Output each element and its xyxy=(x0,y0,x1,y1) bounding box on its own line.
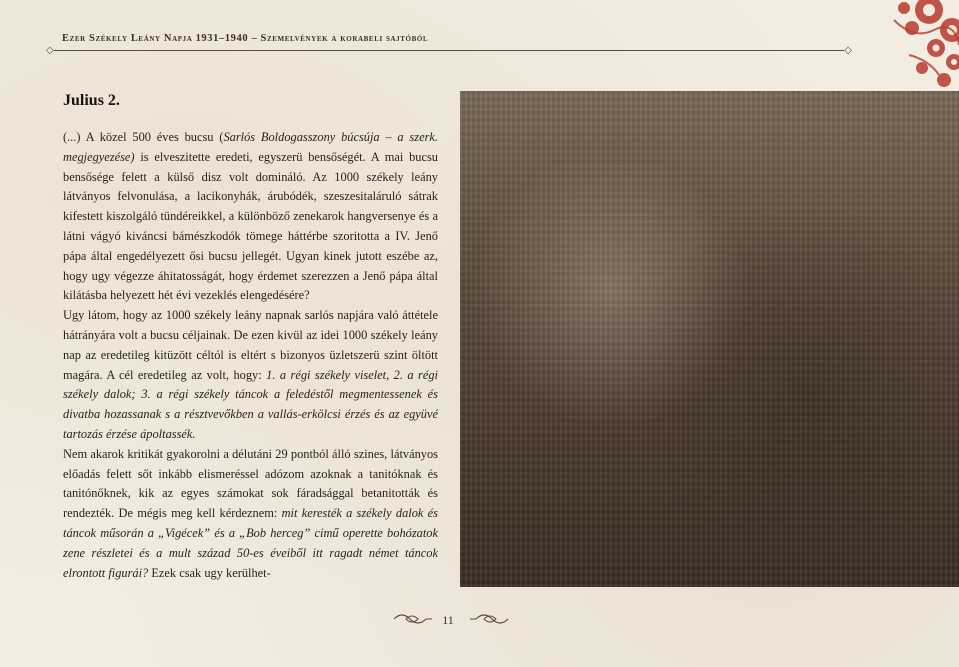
right-flourish-icon xyxy=(470,610,510,628)
italic-run: mit keresték a székely dalok és táncok műsorán a „Vigécek” és a „Bob herceg” cimű operette bohózatok zene részletei és a mult század 50-es éveiből itt ragadt német táncok elrontott figurái? xyxy=(63,506,438,580)
italic-run: 1. a régi székely viselet, 2. a régi székely dalok; 3. a régi székely táncok a feledéstől megmentessenek és divatba hozassanak s a résztvevőkben a vallás-erkölcsi érzés és az együvé tartozás érzése ápoltassék. xyxy=(63,367,438,441)
page-number: 11 xyxy=(442,613,454,627)
text-run: (...) A közel 500 éves bucsu ( xyxy=(63,130,224,144)
crowd-photograph xyxy=(460,91,959,587)
folk-ornament-icon xyxy=(834,0,959,90)
date-heading: Julius 2. xyxy=(63,92,120,109)
text-run: Nem akarok kritikát gyakorolni a délutáni 29 pontból álló szines, látványos előadás felett sőt inkább elismeréssel adózom azoknak a tanitóknak és tanitónőknek, kik az egyes számokat sok fáradsággal betanitották és rendezték. De mégis meg kell kérdeznem: xyxy=(63,446,438,521)
article-body xyxy=(63,128,438,583)
paragraph xyxy=(63,445,438,584)
left-flourish-icon xyxy=(392,610,432,628)
paragraph xyxy=(63,306,438,445)
paragraph xyxy=(63,128,438,306)
rule-end-ornament-icon: ◇ xyxy=(844,45,852,56)
running-header: Ezer Székely Leány Napja 1931–1940 – Szemelvények a korabeli sajtóból xyxy=(62,33,429,44)
header-rule xyxy=(46,46,852,56)
text-run: Ugy látom, hogy az 1000 székely leány napnak sarlós napjára való áttétele hátrányára volt a bucsu céljainak. De ezen kivül az idei 1000 székely leány nap az eredetileg kitüzött céltól is eltért s bizonyos üzletszerü szint öltött magára. A cél eredetileg az volt, hogy: xyxy=(63,308,438,382)
rule-end-ornament-icon: ◇ xyxy=(46,45,54,56)
italic-run: Sarlós Boldogasszony búcsúja – a szerk. megjegyezése) xyxy=(63,130,438,164)
text-run: is elveszitette eredeti, egyszerü bensőségét. A mai bucsu bensősége felett a külső disz volt domináló. Az 1000 székely leány látványos felvonulása, a lacikonyhák, árubódék, szeszesitaláruló sátrak kifestett kiszolgáló tündéreikkel, a különböző zenekarok hangversenye és a látni vágyó kiváncsi bámészkodók tömege háttérbe szoritotta a IV. Jenő pápa által engedélyezett ősi bucsu jellegét. Ugyan kinek jutott eszébe az, hogy ugy végezze áhitatosságát, hogy érdemet szerezzen a Jenő pápa által kilátásba helyezett hét évi vezeklés elengedésére? xyxy=(63,149,438,303)
text-run: Ezek csak ugy kerülhet- xyxy=(148,565,271,580)
